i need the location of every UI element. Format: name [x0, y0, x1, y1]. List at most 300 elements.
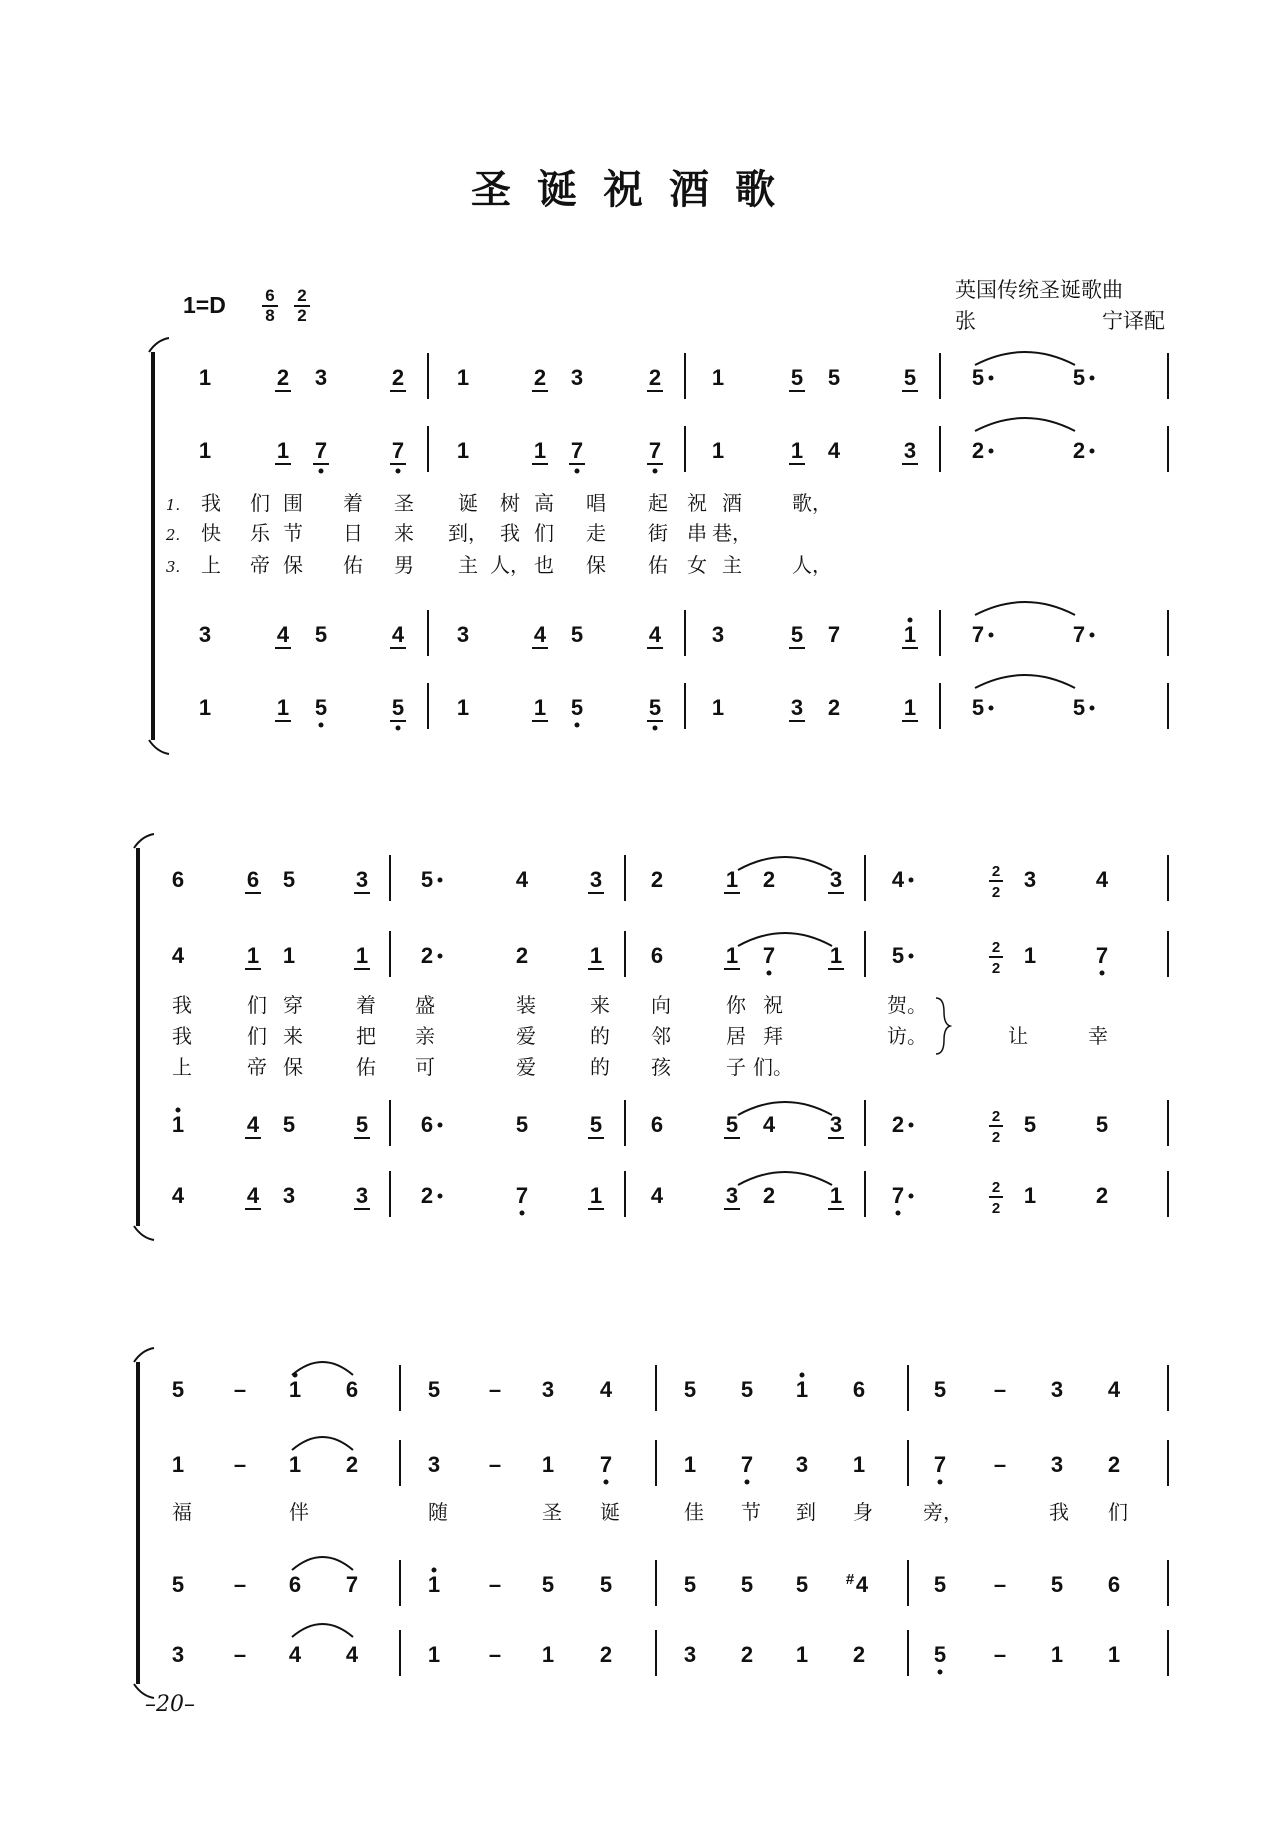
- note: 4: [855, 1572, 869, 1597]
- note: 1: [171, 1112, 185, 1137]
- lyric-syllable: 我: [500, 521, 520, 545]
- meter-bottom: 8: [265, 306, 275, 325]
- lyric-syllable: 起: [648, 491, 668, 515]
- note: 1: [276, 695, 290, 720]
- note: 1: [456, 695, 470, 720]
- lyric-syllable: 人，: [490, 553, 530, 577]
- tie-slur: [738, 1102, 832, 1115]
- note: 3: [711, 622, 725, 647]
- note: 7: [599, 1452, 613, 1477]
- augmentation-dot: [438, 1194, 443, 1199]
- note: 1: [903, 622, 917, 647]
- song-title: 圣诞祝酒歌: [471, 166, 801, 213]
- note: 1: [282, 943, 296, 968]
- lyric-syllable: 来: [283, 1024, 303, 1048]
- lyric-syllable: 保: [283, 1055, 303, 1079]
- lyric-syllable: 圣: [394, 491, 414, 515]
- note: 2: [420, 943, 434, 968]
- note: 5: [541, 1572, 555, 1597]
- meter-change-bottom: 2: [991, 884, 1001, 901]
- note: 3: [314, 365, 328, 390]
- note: 2: [852, 1642, 866, 1667]
- augmentation-dot: [909, 1123, 914, 1128]
- note: 2: [648, 365, 662, 390]
- augmentation-dot: [989, 633, 994, 638]
- note: 3: [171, 1642, 185, 1667]
- lyric-syllable: 福: [172, 1500, 192, 1524]
- lyric-syllable: 走: [586, 521, 606, 545]
- note: 5: [683, 1377, 697, 1402]
- note: 5: [420, 867, 434, 892]
- sustain-dash: –: [993, 1452, 1007, 1477]
- meter-bottom: 2: [297, 306, 307, 325]
- augmentation-dot: [438, 1123, 443, 1128]
- lyric-syllable: 我: [201, 491, 221, 515]
- meter-change-top: 2: [991, 939, 1001, 956]
- augmentation-dot: [1090, 449, 1095, 454]
- note: 6: [420, 1112, 434, 1137]
- note: 5: [903, 365, 917, 390]
- lyric-syllable: 圣: [542, 1500, 562, 1524]
- sustain-dash: –: [993, 1572, 1007, 1597]
- note: 5: [740, 1377, 754, 1402]
- lyric-syllable: 节: [741, 1500, 761, 1524]
- translator-surname: 张: [955, 309, 976, 333]
- note: 2: [650, 867, 664, 892]
- note: 5: [427, 1377, 441, 1402]
- note: 7: [740, 1452, 754, 1477]
- tie-slur: [292, 1557, 353, 1570]
- note: 2: [971, 438, 985, 463]
- note: 3: [795, 1452, 809, 1477]
- sustain-dash: –: [233, 1642, 247, 1667]
- note: 1: [1107, 1642, 1121, 1667]
- lyric-syllable: 孩: [651, 1055, 671, 1079]
- augmentation-dot: [1090, 376, 1095, 381]
- tie-slur: [292, 1624, 353, 1637]
- page-number: –20–: [145, 1692, 195, 1717]
- note: 4: [648, 622, 662, 647]
- low-octave-dot: [767, 971, 772, 976]
- note: 1: [790, 438, 804, 463]
- note: 6: [650, 943, 664, 968]
- note: 1: [795, 1377, 809, 1402]
- low-octave-dot: [575, 723, 580, 728]
- lyric-syllable: 到，: [448, 521, 488, 545]
- lyric-syllable: 来: [394, 521, 414, 545]
- lyric-syllable: 们: [247, 993, 267, 1017]
- note: 1: [355, 943, 369, 968]
- note: 7: [762, 943, 776, 968]
- low-octave-dot: [653, 469, 658, 474]
- note: 3: [829, 867, 843, 892]
- lyric-syllable: 帝: [247, 1055, 267, 1079]
- bracket-top-hook: [134, 834, 154, 848]
- sustain-dash: –: [993, 1377, 1007, 1402]
- note: 4: [599, 1377, 613, 1402]
- lyric-syllable: 诞: [600, 1500, 620, 1524]
- lyric-syllable: 男: [394, 553, 414, 577]
- lyric-syllable: 上: [172, 1055, 192, 1079]
- low-octave-dot: [604, 1480, 609, 1485]
- lyric-syllable: 唱: [586, 491, 606, 515]
- note: 1: [829, 1183, 843, 1208]
- note: 1: [198, 695, 212, 720]
- key-signature: 1=D: [183, 292, 226, 318]
- lyric-syllable: 随: [428, 1500, 448, 1524]
- note: 1: [533, 695, 547, 720]
- note: 4: [1107, 1377, 1121, 1402]
- tie-slur: [292, 1362, 353, 1375]
- lyric-syllable: 你: [726, 993, 746, 1017]
- note: 1: [541, 1452, 555, 1477]
- note: 5: [599, 1572, 613, 1597]
- augmentation-dot: [1090, 633, 1095, 638]
- low-octave-dot: [653, 726, 658, 731]
- note: 2: [276, 365, 290, 390]
- augmentation-dot: [909, 1194, 914, 1199]
- high-octave-dot: [432, 1568, 437, 1573]
- lyric-syllable: 装: [516, 993, 536, 1017]
- note: 5: [683, 1572, 697, 1597]
- lyric-syllable: 我: [172, 1024, 192, 1048]
- lyric-syllable: 的: [590, 1024, 610, 1048]
- augmentation-dot: [909, 954, 914, 959]
- note: 1: [288, 1377, 302, 1402]
- note: 7: [570, 438, 584, 463]
- note: 7: [345, 1572, 359, 1597]
- note: 5: [891, 943, 905, 968]
- lyric-syllable: 帝: [250, 553, 270, 577]
- sustain-dash: –: [488, 1377, 502, 1402]
- note: 5: [971, 365, 985, 390]
- note: 4: [391, 622, 405, 647]
- note: 5: [282, 1112, 296, 1137]
- note: 1: [589, 943, 603, 968]
- note: 5: [570, 695, 584, 720]
- note: 2: [345, 1452, 359, 1477]
- translator-role: 宁译配: [1102, 309, 1165, 333]
- note: 2: [533, 365, 547, 390]
- lyric-syllable: 爱: [516, 1024, 536, 1048]
- augmentation-dot: [438, 878, 443, 883]
- note: 5: [933, 1572, 947, 1597]
- lyric-syllable: 树: [500, 491, 520, 515]
- note: 5: [171, 1572, 185, 1597]
- note: 3: [903, 438, 917, 463]
- note: 5: [1095, 1112, 1109, 1137]
- note: 1: [711, 695, 725, 720]
- lyric-syllable: 子: [726, 1055, 746, 1079]
- note: 5: [827, 365, 841, 390]
- lyric-syllable: 们: [534, 521, 554, 545]
- sustain-dash: –: [488, 1452, 502, 1477]
- low-octave-dot: [938, 1480, 943, 1485]
- note: 5: [1072, 365, 1086, 390]
- meter-change-bottom: 2: [991, 960, 1001, 977]
- note: 4: [1095, 867, 1109, 892]
- note: 3: [427, 1452, 441, 1477]
- note: 2: [1095, 1183, 1109, 1208]
- note: 4: [246, 1183, 260, 1208]
- high-octave-dot: [800, 1373, 805, 1378]
- note: 3: [570, 365, 584, 390]
- note: 1: [288, 1452, 302, 1477]
- note: 5: [589, 1112, 603, 1137]
- note: 1: [456, 438, 470, 463]
- note: 5: [795, 1572, 809, 1597]
- note: 5: [282, 867, 296, 892]
- note: 7: [933, 1452, 947, 1477]
- note: 7: [314, 438, 328, 463]
- note: 5: [740, 1572, 754, 1597]
- note: 2: [420, 1183, 434, 1208]
- note: 3: [683, 1642, 697, 1667]
- note: 5: [648, 695, 662, 720]
- low-octave-dot: [520, 1211, 525, 1216]
- lyric-syllable: 佑: [648, 553, 668, 577]
- sustain-dash: –: [993, 1642, 1007, 1667]
- lyric-syllable: 穿: [283, 993, 303, 1017]
- lyric-syllable: 保: [283, 553, 303, 577]
- lyric-syllable: 向: [651, 993, 671, 1017]
- note: 5: [933, 1642, 947, 1667]
- meter-change-bottom: 2: [991, 1200, 1001, 1217]
- note: 6: [171, 867, 185, 892]
- note: 5: [314, 622, 328, 647]
- note: 5: [971, 695, 985, 720]
- lyric-syllable: 旁，: [923, 1500, 963, 1524]
- note: 7: [971, 622, 985, 647]
- lyric-syllable: 酒: [722, 491, 742, 515]
- lyric-syllable: 盛: [415, 993, 435, 1017]
- lyric-syllable: 串: [687, 521, 707, 545]
- meter-change-bottom: 2: [991, 1129, 1001, 1146]
- lyric-syllable: 乐: [250, 521, 270, 545]
- note: 3: [790, 695, 804, 720]
- lyric-syllable: 佑: [343, 553, 363, 577]
- note: 4: [246, 1112, 260, 1137]
- note: 1: [198, 365, 212, 390]
- sharp-sign: #: [845, 1571, 855, 1588]
- lyric-syllable: 伴: [289, 1500, 309, 1524]
- note: 6: [1107, 1572, 1121, 1597]
- lyric-syllable: 保: [586, 553, 606, 577]
- note: 1: [533, 438, 547, 463]
- note: 6: [650, 1112, 664, 1137]
- note: 2: [515, 943, 529, 968]
- low-octave-dot: [938, 1670, 943, 1675]
- note: 5: [515, 1112, 529, 1137]
- lyric-syllable: 居: [726, 1024, 746, 1048]
- note: 2: [891, 1112, 905, 1137]
- lyric-syllable: 高: [534, 491, 554, 515]
- note: 7: [891, 1183, 905, 1208]
- note: 3: [589, 867, 603, 892]
- note: 1: [725, 867, 739, 892]
- note: 1: [427, 1572, 441, 1597]
- tie-slur: [975, 675, 1075, 688]
- note: 3: [456, 622, 470, 647]
- note: 4: [762, 1112, 776, 1137]
- lyric-syllable: 让: [1008, 1024, 1028, 1048]
- note: 2: [740, 1642, 754, 1667]
- note: 1: [541, 1642, 555, 1667]
- note: 5: [933, 1377, 947, 1402]
- note: 7: [1095, 943, 1109, 968]
- note: 3: [1050, 1377, 1064, 1402]
- note: 3: [725, 1183, 739, 1208]
- low-octave-dot: [1100, 971, 1105, 976]
- lyric-syllable: 邻: [651, 1024, 671, 1048]
- tie-slur: [292, 1437, 353, 1450]
- lyric-syllable: 们: [247, 1024, 267, 1048]
- tie-slur: [738, 857, 832, 870]
- note: 3: [829, 1112, 843, 1137]
- augmentation-dot: [989, 449, 994, 454]
- note: 5: [171, 1377, 185, 1402]
- meter-change-top: 2: [991, 1108, 1001, 1125]
- sustain-dash: –: [233, 1572, 247, 1597]
- tie-slur: [975, 352, 1075, 365]
- tie-slur: [975, 418, 1075, 431]
- note: 7: [515, 1183, 529, 1208]
- lyric-syllable: 节: [283, 521, 303, 545]
- note: 7: [648, 438, 662, 463]
- lyric-syllable: 诞: [458, 491, 478, 515]
- note: 5: [790, 365, 804, 390]
- lyric-syllable: 巷，: [712, 521, 752, 545]
- lyric-syllable: 祝: [763, 993, 783, 1017]
- low-octave-dot: [396, 469, 401, 474]
- note: 5: [1023, 1112, 1037, 1137]
- meter-change-top: 2: [991, 863, 1001, 880]
- note: 1: [795, 1642, 809, 1667]
- note: 3: [355, 867, 369, 892]
- lyric-syllable: 着: [356, 993, 376, 1017]
- lyric-syllable: 佳: [684, 1500, 704, 1524]
- note: 1: [456, 365, 470, 390]
- note: 5: [790, 622, 804, 647]
- low-octave-dot: [575, 469, 580, 474]
- composer-credit: 英国传统圣诞歌曲: [955, 278, 1123, 302]
- note: 7: [391, 438, 405, 463]
- note: 2: [1072, 438, 1086, 463]
- sustain-dash: –: [233, 1377, 247, 1402]
- meter-top: 6: [265, 286, 275, 305]
- note: 3: [1023, 867, 1037, 892]
- note: 1: [725, 943, 739, 968]
- low-octave-dot: [745, 1480, 750, 1485]
- lyric-syllable: 身: [853, 1500, 873, 1524]
- augmentation-dot: [1090, 706, 1095, 711]
- low-octave-dot: [896, 1211, 901, 1216]
- note: 4: [171, 1183, 185, 1208]
- augmentation-dot: [438, 954, 443, 959]
- lyric-syllable: 的: [590, 1055, 610, 1079]
- note: 5: [355, 1112, 369, 1137]
- lyric-syllable: 围: [283, 491, 303, 515]
- note: 2: [762, 1183, 776, 1208]
- meter-change-top: 2: [991, 1179, 1001, 1196]
- note: 1: [1023, 1183, 1037, 1208]
- lyric-syllable: 也: [534, 553, 554, 577]
- lyric-syllable: 主: [458, 553, 478, 577]
- note: 1: [711, 438, 725, 463]
- meter-top: 2: [297, 286, 307, 305]
- note: 4: [827, 438, 841, 463]
- lyric-syllable: 拜: [763, 1024, 783, 1048]
- note: 2: [827, 695, 841, 720]
- lyric-syllable: 可: [415, 1055, 435, 1079]
- tie-slur: [738, 1172, 832, 1185]
- note: 7: [827, 622, 841, 647]
- note: 3: [282, 1183, 296, 1208]
- lyric-syllable: 街: [648, 521, 668, 545]
- note: 1: [711, 365, 725, 390]
- low-octave-dot: [396, 726, 401, 731]
- lyric-syllable: 主: [722, 553, 742, 577]
- lyric-syllable: 日: [343, 521, 363, 545]
- lyric-syllable: 着: [343, 491, 363, 515]
- note: 4: [345, 1642, 359, 1667]
- note: 4: [650, 1183, 664, 1208]
- sustain-dash: –: [233, 1452, 247, 1477]
- note: 6: [345, 1377, 359, 1402]
- lyric-syllable: 来: [590, 993, 610, 1017]
- lyric-syllable: 爱: [516, 1055, 536, 1079]
- lyric-syllable: 们: [250, 491, 270, 515]
- note: 1: [427, 1642, 441, 1667]
- note: 7: [1072, 622, 1086, 647]
- note: 2: [599, 1642, 613, 1667]
- sustain-dash: –: [488, 1572, 502, 1597]
- lyric-syllable: 幸: [1088, 1024, 1108, 1048]
- note: 1: [683, 1452, 697, 1477]
- note: 4: [171, 943, 185, 968]
- note: 1: [198, 438, 212, 463]
- lyric-syllable: 到: [796, 1500, 816, 1524]
- note: 4: [288, 1642, 302, 1667]
- note: 4: [891, 867, 905, 892]
- note: 4: [515, 867, 529, 892]
- low-octave-dot: [319, 723, 324, 728]
- bracket-top-hook: [149, 338, 169, 352]
- lyric-syllable: 们: [1108, 1500, 1128, 1524]
- high-octave-dot: [908, 618, 913, 623]
- augmentation-dot: [909, 878, 914, 883]
- verse-brace: [936, 998, 950, 1054]
- note: 1: [276, 438, 290, 463]
- note: 1: [852, 1452, 866, 1477]
- note: 5: [570, 622, 584, 647]
- lyric-syllable: 祝: [687, 491, 707, 515]
- lyric-syllable: 歌，: [792, 491, 832, 515]
- note: 3: [198, 622, 212, 647]
- note: 5: [725, 1112, 739, 1137]
- verse-number: 3.: [165, 558, 181, 576]
- note: 1: [829, 943, 843, 968]
- note: 2: [762, 867, 776, 892]
- note: 5: [1072, 695, 1086, 720]
- sustain-dash: –: [488, 1642, 502, 1667]
- note: 1: [903, 695, 917, 720]
- note: 4: [276, 622, 290, 647]
- lyric-syllable: 人，: [792, 553, 832, 577]
- note: 5: [1050, 1572, 1064, 1597]
- augmentation-dot: [989, 376, 994, 381]
- lyric-syllable: 们。: [753, 1055, 793, 1079]
